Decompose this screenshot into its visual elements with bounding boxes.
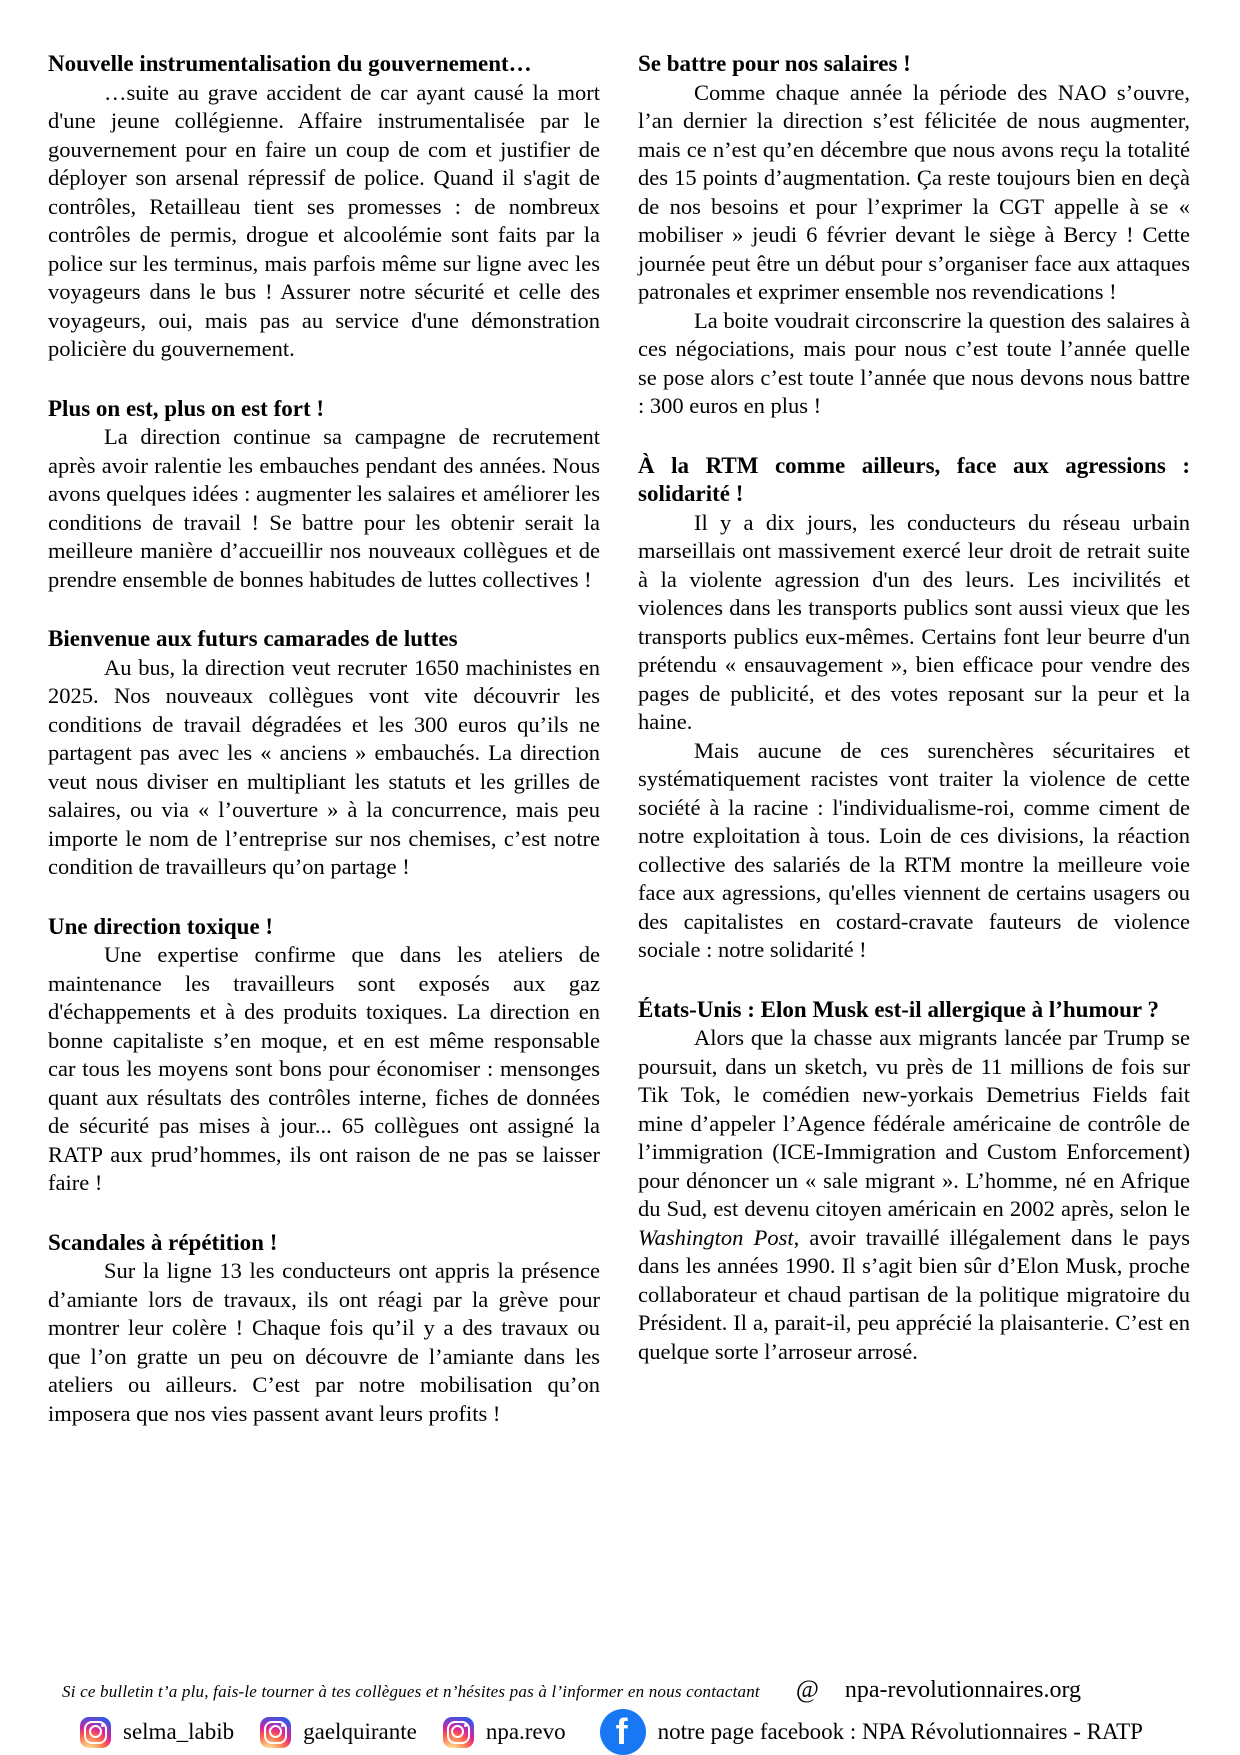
footer-tagline: Si ce bulletin t’a plu, fais-le tourner à tes collègues et n’hésites pas à l’informer en nous contactant [62,1682,760,1701]
section-heading: À la RTM comme ailleurs, face aux agressions : solidarité ! [638,452,1190,506]
section-paragraph: La boite voudrait circonscrire la question des salaires à ces négociations, mais pour nous c’est toute l’année quelle se pose alors c’est toute l’année que nous devons nous battre : 300 euros en plus ! [638,307,1190,418]
instagram-handle-npa: npa.revo [485,1719,566,1744]
instagram-lens [269,1725,282,1738]
footer-social-line [0,1709,1240,1755]
paragraph-text: Alors que la chasse aux migrants lancée par Trump se poursuit, dans un sketch, vu près de 11 millions de fois sur Tik Tok, le comédien new-yorkais Demetrius Fields fait mine d’appeler l’Agence fédérale américaine de contrôle de l’immigration (ICE-Immigration and Custom Enforcement) pour dénoncer un « sale migrant ». L’homme, né en Afrique du Sud, est devenu citoyen américain en 2002 après, selon le [638,1025,1190,1221]
section-paragraph [638,1024,1190,1366]
instagram-handle-selma: selma_labib [123,1719,235,1744]
section-plus-on-est [48,395,600,595]
instagram-icon [260,1717,291,1748]
section-rtm-solidarite [638,452,1190,965]
instagram-dot [101,1724,104,1727]
section-paragraph: Une expertise confirme que dans les ateliers de maintenance les travailleurs sont exposés aux gaz d'échappements et à des produits toxiques. La direction en bonne capitaliste s’en moque, et en est même responsable car tous les moyens sont bons pour économiser : mensonges quant aux résultats des contrôles interne, fiches de données de sécurité pas mises à jour... 65 collègues ont assigné la RATP aux prud’hommes, ils ont raison de ne pas se laisser faire ! [48,942,600,1195]
facebook-page-label: notre page facebook : NPA Révolutionnaires - RATP [657,1719,1143,1744]
content-columns [48,50,1190,1428]
section-heading: Scandales à répétition ! [48,1229,278,1255]
at-icon: @ [795,1676,819,1703]
section-heading: Se battre pour nos salaires ! [638,51,911,76]
instagram-handle-gael: gaelquirante [303,1719,417,1744]
instagram-dot [281,1724,284,1727]
instagram-icon [443,1717,474,1748]
website-url: npa-revolutionnaires.org [844,1677,1082,1703]
section-salaires [638,50,1190,421]
section-paragraph: La direction continue sa campagne de recrutement après avoir ralentie les embauches pendant des années. Nous avons quelques idées : augmenter les salaires et améliorer les conditions de travail ! Se battre pour les obtenir serait la meilleure manière d’accueillir nos nouveaux collègues et de prendre ensemble de bonnes habitudes de luttes collectives ! [48,424,600,592]
section-paragraph: …suite au grave accident de car ayant causé la mort d'une jeune collégienne. Affaire instrumentalisée par le gouvernement pour en faire un coup de com et justifier de déployer son arsenal répressif de police. Quand il s'agit de contrôles, Retailleau tient ses promesses : de nombreux contrôles de permis, drogue et alcoolémie sont faits par la police sur les terminus, mais parfois même sur ligne avec les voyageurs dans le bus ! Assurer notre sécurité et celle des voyageurs, oui, mais pas au service d'une démonstration policière du gouvernement. [48,79,600,361]
facebook-icon [600,1709,646,1755]
section-paragraph: Sur la ligne 13 les conducteurs ont appris la présence d’amiante lors de travaux, ils ont réagi par la grève pour montrer leur colère ! Chaque fois qu’il y a des travaux ou que l’on gratte un peu on découvre de l’amiante dans les ateliers ou ailleurs. C’est par notre mobilisation qu’on imposera que nos vies passent avant leurs profits ! [48,1258,600,1426]
italic-washington-post: Washington Post [638,1224,794,1250]
section-paragraph: Mais aucune de ces surenchères sécuritaires et systématiquement racistes vont traiter la violence de cette société à la racine : l'individualisme-roi, comme ciment de notre exploitation à tous. Loin de ces divisions, la réaction collective des salariés de la RTM montre la meilleure voie face aux agressions, qu'elles viennent de certains usagers ou des capitalistes en costard-cravate fauteurs de violence sociale : notre solidarité ! [638,737,1190,962]
instagram-dot [464,1724,467,1727]
instagram-lens [89,1725,102,1738]
footer-contact-line [0,1676,1240,1704]
section-heading: Bienvenue aux futurs camarades de luttes [48,626,458,651]
section-nouvelle-instrumentalisation [48,50,600,364]
section-heading: États-Unis : Elon Musk est-il allergique à l’humour ? [638,996,1159,1022]
section-paragraph: Au bus, la direction veut recruter 1650 machinistes en 2025. Nos nouveaux collègues vont vite découvrir les conditions de travail dégradées et les 300 euros qu’ils ne partagent pas avec les « anciens » embauchés. La direction veut nous diviser en multipliant les statuts et les grilles de salaires, ou via « l’ouverture » à la concurrence, mais peu importe le nom de l’entreprise sur nos chemises, c’est notre condition de travailleurs qu’on partage ! [48,654,600,879]
paragraph-text: , avoir travaillé illégalement dans le pays dans les années 1990. Il s’agit bien sûr d’Elon Musk, proche collaborateur et chaud partisan de la politique migratoire du Président. Il a, parait-il, peu apprécié la plaisanterie. C’est en quelque sorte l’arroseur arrosé. [638,1224,1190,1364]
section-direction-toxique [48,913,600,1198]
instagram-icon [80,1717,111,1748]
section-heading: Une direction toxique ! [48,913,274,939]
footer [0,1676,1240,1755]
section-paragraph: Il y a dix jours, les conducteurs du réseau urbain marseillais ont massivement exercé leur droit de retrait suite à la violente agression d'un des leurs. Les incivilités et violences dans les transports publics sont aussi vieux que les transports publics eux-mêmes. Certains font leur beurre d'un prétendu « ensauvagement », bien efficace pour vendre des pages de publicité, et des votes reposant sur la peur et la haine. [638,509,1190,734]
section-heading: Plus on est, plus on est fort ! [48,395,325,421]
left-column [48,50,600,1428]
section-paragraph: Comme chaque année la période des NAO s’ouvre, l’an dernier la direction s’est félicitée de nous augmenter, mais ce n’est qu’en décembre que nous avons reçu la totalité des 15 points d’augmentation. Ça reste toujours bien en deçà de nos besoins et pour l’exprimer la CGT appelle à se « mobiliser » jeudi 6 février devant le siège à Bercy ! Cette journée peut être un début pour s’organiser face aux attaques patronales et exprimer ensemble nos revendications ! [638,79,1190,304]
section-elon-musk [638,996,1190,1367]
right-column [638,50,1190,1428]
section-heading: Nouvelle instrumentalisation du gouvernement… [48,51,532,76]
section-scandales [48,1229,600,1429]
section-bienvenue-camarades [48,625,600,882]
